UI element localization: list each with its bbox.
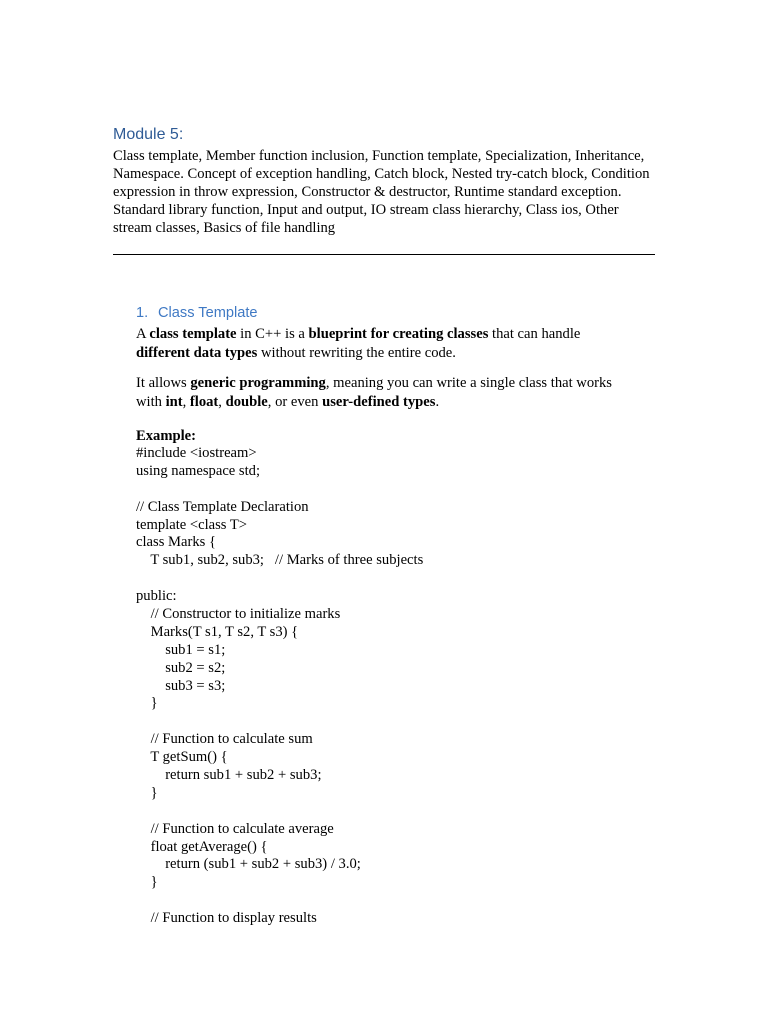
para-bold: float <box>189 393 219 410</box>
code-line: Marks(T s1, T s2, T s3) { <box>136 623 299 640</box>
code-line: // Function to calculate sum <box>136 731 313 748</box>
code-line: sub1 = s1; <box>136 641 226 658</box>
para-text: that can handle <box>488 326 581 342</box>
code-line: sub2 = s2; <box>136 659 226 676</box>
para-bold: blueprint for creating classes <box>308 326 489 342</box>
code-line <box>136 803 636 821</box>
code-line: // Function to display results <box>136 910 317 927</box>
para-bold: user-defined types <box>322 393 436 410</box>
para-text: It allows <box>136 375 191 391</box>
code-line: T sub1, sub2, sub3; // Marks of three subjects <box>136 552 424 569</box>
para-text: , <box>182 393 190 410</box>
code-line: // Function to calculate average <box>136 820 334 837</box>
para-bold: double <box>225 393 268 410</box>
para-text: , meaning you can write a single class that works with <box>136 375 612 410</box>
code-line: T getSum() { <box>136 749 228 766</box>
code-block <box>136 445 636 928</box>
code-line: float getAverage() { <box>136 838 268 855</box>
para-text: , or even <box>267 393 323 410</box>
horizontal-divider <box>113 254 655 255</box>
code-line: using namespace std; <box>136 462 261 479</box>
module-description: Class template, Member function inclusion, Function template, Specialization, Inheritance, Namespace. Concept of exception handling, Catch block, Nested try-catch block, Condition expression in throw expression, Constructor & destructor, Runtime standard exception. Standard library function, Input and output, IO stream class hierarchy, Class ios, Other stream classes, Basics of file handling <box>113 148 650 236</box>
code-line: // Class Template Declaration <box>136 498 309 515</box>
module-title: Module 5: <box>113 126 184 143</box>
para-text: . <box>435 393 440 410</box>
code-line: } <box>136 784 158 801</box>
para-text: without rewriting the entire code. <box>257 344 456 361</box>
code-line: } <box>136 695 158 712</box>
code-line: public: <box>136 588 177 605</box>
code-line: #include <iostream> <box>136 445 257 461</box>
section-title: Class Template <box>158 305 258 321</box>
code-line: template <class T> <box>136 516 248 533</box>
para-bold: generic programming <box>190 375 326 391</box>
code-line: class Marks { <box>136 534 216 551</box>
code-line: return (sub1 + sub2 + sub3) / 3.0; <box>136 856 361 873</box>
code-line <box>136 892 636 910</box>
intro-paragraph <box>136 325 636 362</box>
para-bold: class template <box>149 326 237 342</box>
code-line: return sub1 + sub2 + sub3; <box>136 767 322 784</box>
para-bold: different data types <box>136 344 258 361</box>
section-heading <box>136 305 258 321</box>
para-text: , <box>218 393 226 410</box>
para-text: A <box>136 326 150 342</box>
code-line <box>136 570 636 588</box>
example-label: Example: <box>136 428 196 444</box>
generic-programming-paragraph <box>136 374 636 411</box>
para-text: in C++ is a <box>236 326 309 342</box>
code-line: // Constructor to initialize marks <box>136 606 341 623</box>
section-number: 1. <box>136 305 149 321</box>
code-line: sub3 = s3; <box>136 677 226 694</box>
code-line <box>136 713 636 731</box>
code-line <box>136 481 636 499</box>
para-bold: int <box>165 393 183 410</box>
code-line: } <box>136 874 158 891</box>
